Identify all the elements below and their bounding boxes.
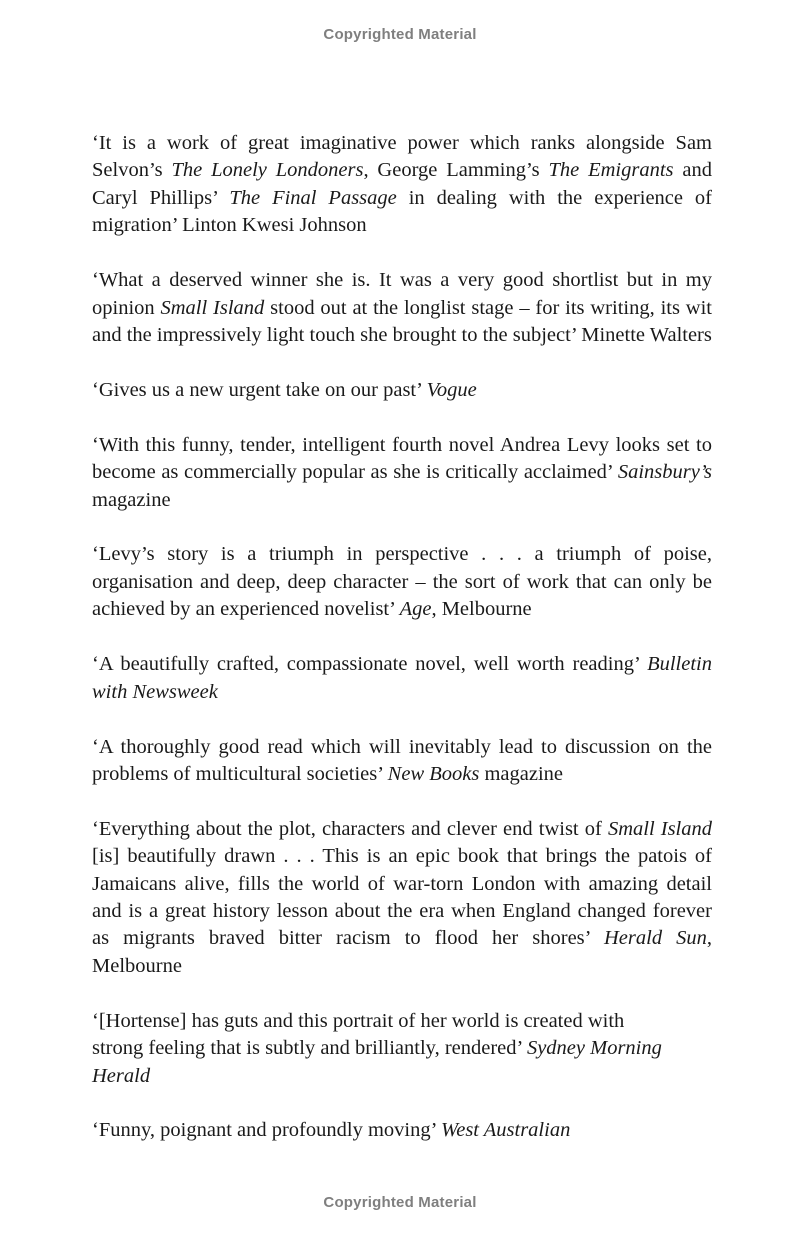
publication-title: Vogue: [426, 378, 477, 401]
copyright-watermark-bottom: Copyrighted Material: [323, 1194, 477, 1211]
quote-text: strong feeling that is subtly and brilliantly, rendered’: [92, 1037, 527, 1060]
publication-title: Small Island: [160, 296, 265, 319]
quote-text: , George Lamming’s: [363, 159, 549, 182]
quote-text: ‘Gives us a new urgent take on our past’: [92, 378, 427, 401]
publication-title: Sydney Morning Herald: [92, 1037, 662, 1087]
review-quote: [92, 541, 712, 623]
quote-text: , Melbourne: [92, 927, 712, 977]
quote-text: ‘A beautifully crafted, compassionate novel, well worth reading’: [92, 653, 648, 676]
quote-text: ‘[Hortense] has guts and this portrait of her world is created with: [92, 1009, 625, 1032]
review-quote: [92, 1117, 712, 1144]
publication-title: Bulletin with Newsweek: [92, 653, 712, 703]
quote-text: ‘A thoroughly good read which will inevitably lead to discussion on the problems of multicultural societies’: [92, 735, 712, 785]
review-quote: [92, 432, 712, 514]
quote-text: ‘Funny, poignant and profoundly moving’: [92, 1119, 442, 1142]
publication-title: Herald Sun: [604, 927, 707, 950]
review-quote: [92, 1008, 712, 1090]
publication-title: The Final Passage: [229, 186, 397, 209]
quote-text: ‘Levy’s story is a triumph in perspective . . . a triumph of poise, organisation and deep, deep character – the sort of work that can only be achieved by an experienced novelist’: [92, 543, 712, 621]
review-quote: [92, 651, 712, 706]
review-quote: [92, 816, 712, 980]
publication-title: Small Island: [607, 817, 712, 840]
quote-text: magazine: [479, 762, 564, 785]
publication-title: New Books: [387, 762, 480, 785]
review-quote: [92, 734, 712, 789]
publication-title: The Lonely Londoners: [171, 159, 364, 182]
publication-title: Sainsbury’s: [617, 461, 712, 484]
quote-text: stood out at the longlist stage – for its writing, its wit and the impressively light touch she brought to the subject’ Minette Walters: [92, 296, 712, 346]
review-quote: [92, 377, 712, 404]
review-quote: [92, 267, 712, 349]
quote-text: in dealing with the experience of migration’ Linton Kwesi Johnson: [92, 186, 712, 237]
quote-text: , Melbourne: [431, 598, 532, 621]
quote-text: ‘It is a work of great imaginative power which ranks alongside Sam Selvon’s: [92, 132, 712, 182]
quote-text: and Caryl Phillips’: [92, 159, 712, 209]
publication-title: The Emigrants: [548, 159, 674, 182]
praise-quotes: [92, 130, 712, 1172]
publication-title: Age: [399, 598, 432, 621]
review-quote: [92, 130, 712, 240]
quote-text: ‘Everything about the plot, characters and clever end twist of: [92, 817, 608, 840]
quote-text: magazine: [92, 488, 171, 511]
quote-text: ‘With this funny, tender, intelligent fourth novel Andrea Levy looks set to become as commercially popular as she is critically acclaimed’: [92, 433, 712, 484]
quote-text: ‘What a deserved winner she is. It was a very good shortlist but in my opinion: [92, 269, 712, 319]
copyright-watermark-top: Copyrighted Material: [323, 26, 477, 43]
publication-title: West Australian: [441, 1119, 571, 1142]
quote-text: [is] beautifully drawn . . . This is an epic book that brings the patois of Jamaicans alive, fills the world of war-torn London with amazing detail and is a great history lesson about the era when England changed forever as migrants braved bitter racism to flood her shores’: [92, 845, 712, 950]
